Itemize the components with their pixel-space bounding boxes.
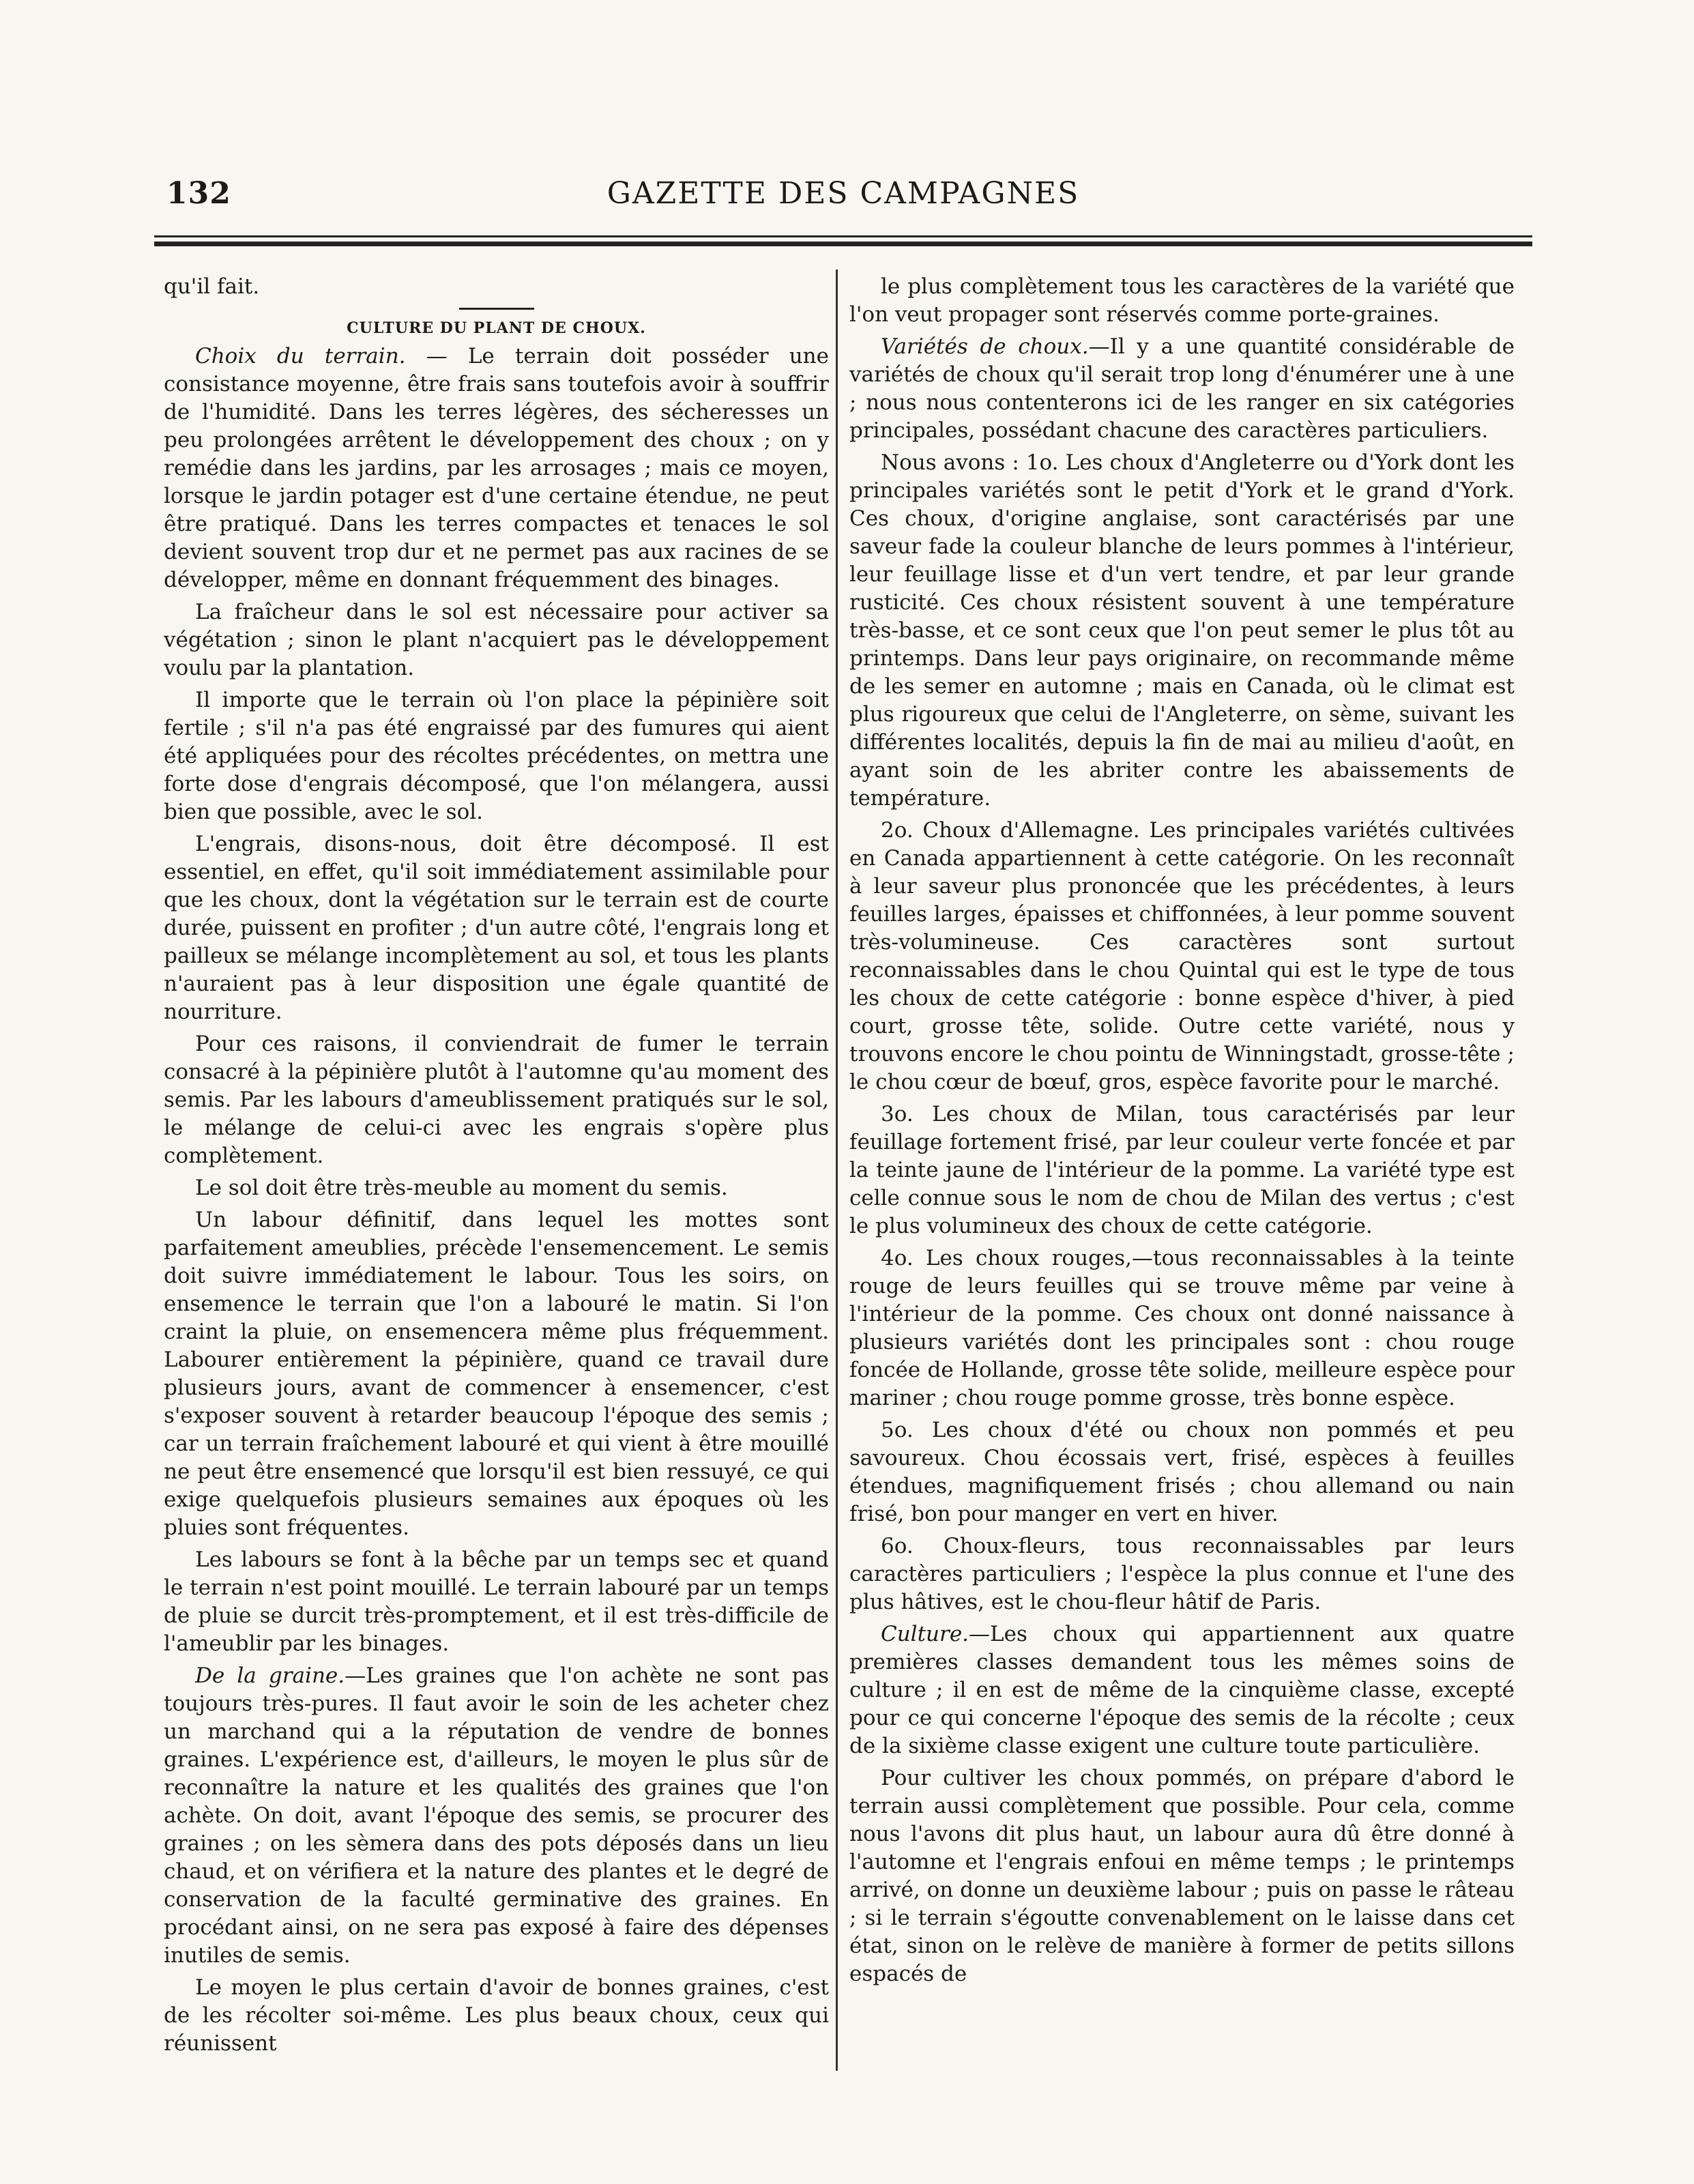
- paragraph-text: Pour ces raisons, il conviendrait de fumer le terrain consacré à la pépinière plutôt à l'automne qu'au moment des semis. Par les labours d'ameublissement pratiqués sur le sol, le mélange de celui-ci avec les engrais s'opère plus complètement.: [164, 1032, 829, 1168]
- paragraph-text: —Les choux qui appartiennent aux quatre premières classes demandent tous les mêmes soins de culture ; il en est de même de la cinquième classe, excepté pour ce qui concerne l'époque des semis de la récolte ; ceux de la sixième classe exigent une culture toute particulière.: [849, 1622, 1515, 1758]
- paragraph-text: —Les graines que l'on achète ne sont pas toujours très-pures. Il faut avoir le soin de les acheter chez un marchand qui a la réputation de vendre de bonnes graines. L'expérience est, d'ailleurs, le moyen le plus sûr de reconnaître la nature et les qualités des graines que l'on achète. On doit, avant l'époque des semis, se procurer des graines ; on les sèmera dans des pots déposés dans un lieu chaud, et on vérifiera et la nature des plantes et le degré de conservation de la faculté germinative des graines. En procédant ainsi, on ne sera pas exposé à faire des dépenses inutiles de semis.: [164, 1663, 829, 1968]
- paragraph: [849, 1620, 1515, 1760]
- paragraph: [849, 817, 1515, 1096]
- paragraph: [164, 343, 829, 594]
- section-heading: CULTURE DU PLANT DE CHOUX.: [347, 319, 646, 337]
- paragraph-lead: De la graine.: [195, 1663, 345, 1688]
- paragraph: [164, 1206, 829, 1542]
- paragraph-text: le plus complètement tous les caractères de la variété que l'on veut propager sont réservés comme porte-graines.: [849, 274, 1515, 327]
- paragraph: [849, 1532, 1515, 1616]
- paragraph-text: —Il y a une quantité considérable de variétés de choux qu'il serait trop long d'énumérer une à une ; nous nous contenterons ici de les ranger en six catégories principales, possédant chacune des caractères particuliers.: [849, 334, 1515, 443]
- header-rule-thin: [154, 235, 1532, 237]
- paragraph: [164, 1030, 829, 1170]
- paragraph-text: 2o. Choux d'Allemagne. Les principales variétés cultivées en Canada appartiennent à cette catégorie. On les reconnaît à leur saveur plus prononcée que les précédentes, à leurs feuilles larges, épaisses et chiffonnées, à leur pomme souvent très-volumineuse. Ces caractères sont surtout reconnaissables dans le chou Quintal qui est le type de tous les choux de cette catégorie : bonne espèce d'hiver, à pied court, grosse tête, solide. Outre cette variété, nous y trouvons encore le chou pointu de Winningstadt, grosse-tête ; le chou cœur de bœuf, gros, espèce favorite pour le marché.: [849, 818, 1515, 1094]
- left-paragraphs: [164, 343, 829, 2058]
- paragraph-lead: Variétés de choux.: [881, 334, 1089, 359]
- paragraph-text: Il importe que le terrain où l'on place la pépinière soit fertile ; s'il n'a pas été engraissé par des fumures qui aient été appliquées pour des récoltes précédentes, on mettra une forte dose d'engrais décomposé, que l'on mélangera, aussi bien que possible, avec le sol.: [164, 688, 829, 824]
- paragraph-text: Le moyen le plus certain d'avoir de bonnes graines, c'est de les récolter soi-même. Les plus beaux choux, ceux qui réunissent: [164, 1975, 829, 2056]
- continuation-text: qu'il fait.: [164, 274, 260, 299]
- journal-title: GAZETTE DES CAMPAGNES: [607, 176, 1080, 211]
- section-rule: [459, 308, 534, 310]
- paragraph-text: 4o. Les choux rouges,—tous reconnaissables à la teinte rouge de leurs feuilles qui se trouve même par veine à l'intérieur de la pomme. Ces choux ont donné naissance à plusieurs variétés dont les principales sont : chou rouge foncée de Hollande, grosse tête solide, meilleure espèce pour mariner ; chou rouge pomme grosse, très bonne espèce.: [849, 1246, 1515, 1410]
- paragraph: [164, 1974, 829, 2058]
- paragraph-text: L'engrais, disons-nous, doit être décomposé. Il est essentiel, en effet, qu'il soit immédiatement assimilable pour que les choux, dont la végétation sur le terrain est de courte durée, puissent en profiter ; d'un autre côté, l'engrais long et pailleux se mélange incomplètement au sol, et tous les plants n'auraient pas à leur disposition une égale quantité de nourriture.: [164, 832, 829, 1024]
- paragraph-text: 5o. Les choux d'été ou choux non pommés et peu savoureux. Chou écossais vert, frisé, espèces à feuilles étendues, magnifiquement frisés ; chou allemand ou nain frisé, bon pour manger en vert en hiver.: [849, 1418, 1515, 1526]
- page-header: [154, 171, 1532, 212]
- paragraph-text: Les labours se font à la bêche par un temps sec et quand le terrain n'est point mouillé. Le terrain labouré par un temps de pluie se durcit très-promptement, et il est très-difficile de l'ameublir par les binages.: [164, 1547, 829, 1656]
- paragraph-text: La fraîcheur dans le sol est nécessaire pour activer sa végétation ; sinon le plant n'acquiert pas le développement voulu par la plantation.: [164, 600, 829, 680]
- paragraph: [164, 686, 829, 826]
- paragraph: [849, 1101, 1515, 1240]
- paragraph: [849, 1416, 1515, 1528]
- paragraph: [164, 1662, 829, 1970]
- header-rule-thick: [154, 242, 1532, 246]
- paragraph-text: — Le terrain doit posséder une consistance moyenne, être frais sans toutefois avoir à souffrir de l'humidité. Dans les terres légères, des sécheresses un peu prolongées arrêtent le développement des choux ; on y remédie dans les jardins, par les arrosages ; mais ce moyen, lorsque le jardin potager est d'une certaine étendue, ne peut être pratiqué. Dans les terres compactes et tenaces le sol devient souvent trop dur et ne permet pas aux racines de se développer, même en donnant fréquemment des binages.: [164, 344, 829, 592]
- paragraph: [849, 273, 1515, 329]
- paragraph: [849, 333, 1515, 445]
- paragraph: [164, 1174, 829, 1202]
- right-column: [849, 273, 1515, 2074]
- paragraph: [849, 449, 1515, 813]
- paragraph: [849, 1764, 1515, 1988]
- paragraph-text: Un labour définitif, dans lequel les mottes sont parfaitement ameublies, précède l'ensemencement. Le semis doit suivre immédiatement le labour. Tous les soirs, on ensemence le terrain que l'on a labouré le matin. Si l'on craint la pluie, on ensemencera même plus fréquemment. Labourer entièrement la pépinière, quand ce travail dure plusieurs jours, avant de commencer à ensemencer, c'est s'exposer souvent à retarder beaucoup l'époque des semis ; car un terrain fraîchement labouré et qui vient à être mouillé ne peut être ensemencé que lorsqu'il est bien ressuyé, ce qui exige quelquefois plusieurs semaines aux époques où les pluies sont fréquentes.: [164, 1208, 829, 1540]
- paragraph-lead: Culture.: [881, 1622, 969, 1646]
- paragraph: [849, 1244, 1515, 1412]
- paragraph-text: 6o. Choux-fleurs, tous reconnaissables par leurs caractères particuliers ; l'espèce la plus connue et l'une des plus hâtives, est le chou-fleur hâtif de Paris.: [849, 1534, 1515, 1614]
- paragraph: [164, 598, 829, 682]
- left-column: [164, 273, 829, 2074]
- paragraph: [164, 1546, 829, 1658]
- right-paragraphs: [849, 273, 1515, 1988]
- page-number: 132: [166, 176, 231, 211]
- paragraph-text: 3o. Les choux de Milan, tous caractérisés par leur feuillage fortement frisé, par leur couleur verte foncée et par la teinte jaune de l'intérieur de la pomme. La variété type est celle connue sous le nom de chou de Milan des vertus ; c'est le plus volumineux des choux de cette catégorie.: [849, 1102, 1515, 1238]
- paragraph-text: Le sol doit être très-meuble au moment du semis.: [195, 1176, 728, 1200]
- paragraph-lead: Choix du terrain.: [195, 344, 406, 368]
- paragraph-text: Pour cultiver les choux pommés, on prépare d'abord le terrain aussi complètement que possible. Pour cela, comme nous l'avons dit plus haut, un labour aura dû être donné à l'automne et l'engrais enfoui en même temps ; le printemps arrivé, on donne un deuxième labour ; puis on passe le râteau ; si le terrain s'égoutte convenablement on le laisse dans cet état, sinon on le relève de manière à former de petits sillons espacés de: [849, 1766, 1515, 1986]
- paragraph: [164, 830, 829, 1026]
- column-divider: [836, 270, 838, 2071]
- paragraph-text: Nous avons : 1o. Les choux d'Angleterre ou d'York dont les principales variétés sont le petit d'York et le grand d'York. Ces choux, d'origine anglaise, sont caractérisés par une saveur fade la couleur blanche de leurs pommes à l'intérieur, leur feuillage lisse et d'un vert tendre, et par leur grande rusticité. Ces choux résistent souvent à une température très-basse, et ce sont ceux que l'on peut semer le plus tôt au printemps. Dans leur pays originaire, on recommande même de les semer en automne ; mais en Canada, où le climat est plus rigoureux que celui de l'Angleterre, on sème, suivant les différentes localités, depuis la fin de mai au milieu d'août, en ayant soin de les abriter contre les abaissements de température.: [849, 450, 1515, 811]
